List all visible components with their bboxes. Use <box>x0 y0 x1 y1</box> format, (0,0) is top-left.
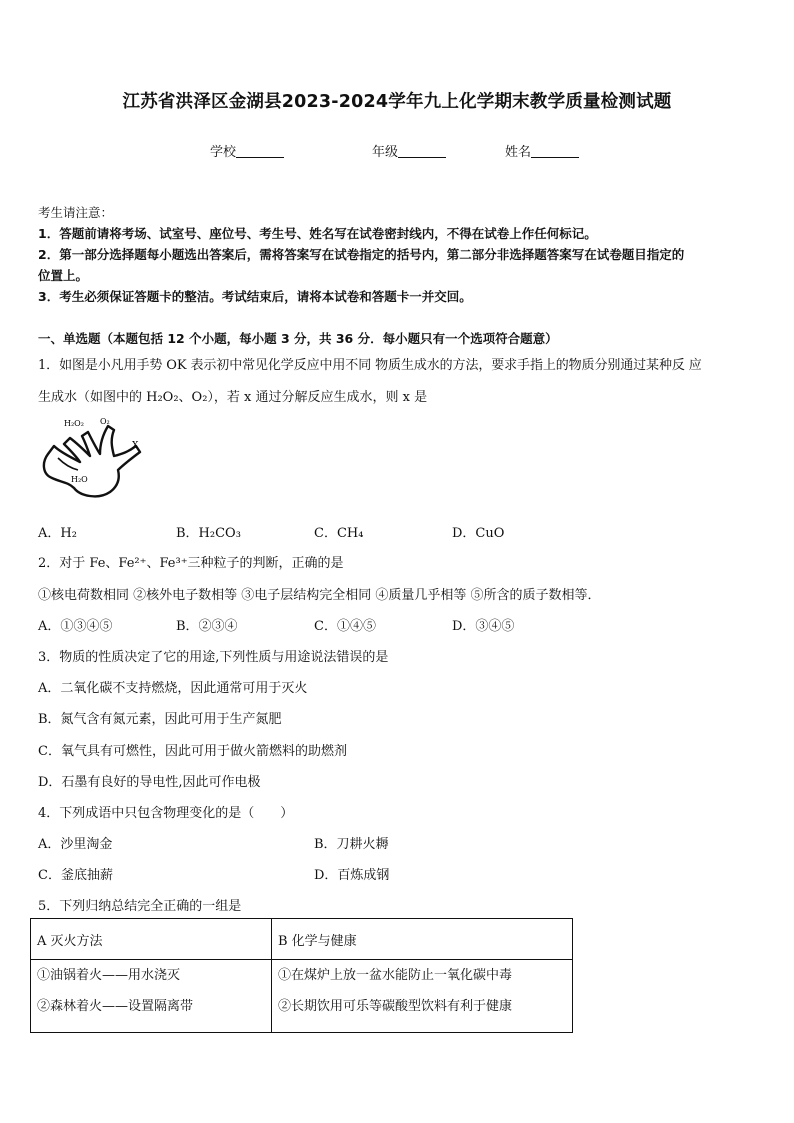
q5-b-item-2: ②长期饮用可乐等碳酸型饮料有利于健康 <box>278 999 513 1014</box>
q3-option-a: A．二氧化碳不支持燃烧，因此通常可用于灭火 <box>38 681 308 696</box>
name-field <box>505 141 579 160</box>
q1-option-d: D．CuO <box>452 526 505 541</box>
q2-option-b: B．②③④ <box>176 619 238 634</box>
q3-option-d: D．石墨有良好的导电性,因此可作电极 <box>38 775 261 790</box>
q1-option-c: C．CH₄ <box>314 526 364 541</box>
ok-hand-gesture-figure <box>38 412 148 504</box>
q3-option-c: C．氧气具有可燃性，因此可用于做火箭燃料的助燃剂 <box>38 744 347 759</box>
q5-b-item-1: ①在煤炉上放一盆水能防止一氧化碳中毒 <box>278 968 513 983</box>
school-field <box>210 141 284 160</box>
q4-option-d: D．百炼成钢 <box>314 868 390 883</box>
school-blank <box>236 144 284 158</box>
q1-stem-line2: 生成水（如图中的 H₂O₂、O₂），若 x 通过分解反应生成水，则 x 是 <box>38 390 428 405</box>
q4-option-b: B．刀耕火耨 <box>314 837 389 852</box>
q3-option-b: B．氮气含有氮元素，因此可用于生产氮肥 <box>38 712 282 727</box>
grade-label: 年级 <box>372 145 399 160</box>
palm-label-h2o: H₂O <box>71 475 88 484</box>
finger-label-o2: O₂ <box>100 417 110 426</box>
notice-heading: 考生请注意： <box>38 205 114 220</box>
notice-item-1: 1．答题前请将考场、试室号、座位号、考生号、姓名写在试卷密封线内，不得在试卷上作任何标记。 <box>38 226 597 241</box>
grade-field <box>372 141 446 160</box>
q5-a-item-2: ②森林着火——设置隔离带 <box>37 999 194 1014</box>
q5-cell-b <box>272 960 573 1033</box>
q3-stem: 3．物质的性质决定了它的用途,下列性质与用途说法错误的是 <box>38 650 389 665</box>
q1-stem-line1: 1．如图是小凡用手势 OK 表示初中常见化学反应中用不同 物质生成水的方法，要求手指上的物质分别通过某种反 应 <box>38 358 702 373</box>
q5-stem: 5．下列归纳总结完全正确的一组是 <box>38 899 242 914</box>
notice-item-3: 3．考生必须保证答题卡的整洁。考试结束后，请将本试卷和答题卡一并交回。 <box>38 289 472 304</box>
q4-option-c: C．釜底抽薪 <box>38 868 113 883</box>
q2-statements: ①核电荷数相同 ②核外电子数相等 ③电子层结构完全相同 ④质量几乎相等 ⑤所含的质子数相等． <box>38 588 601 603</box>
q5-header-a: A 灭火方法 <box>31 919 272 960</box>
school-label: 学校 <box>210 145 237 160</box>
notice-item-2-cont: 位置上。 <box>38 268 89 283</box>
q5-header-b: B 化学与健康 <box>272 919 573 960</box>
table-row <box>31 919 573 960</box>
q5-cell-a <box>31 960 272 1033</box>
section-heading-single-choice: 一、单选题（本题包括 12 个小题，每小题 3 分，共 36 分．每小题只有一个选项符合题意） <box>38 331 558 346</box>
notice-item-2: 2．第一部分选择题每小题选出答案后，需将答案写在试卷指定的括号内，第二部分非选择题答案写在试卷题目指定的 <box>38 247 685 262</box>
q2-option-a: A．①③④⑤ <box>38 619 113 634</box>
q5-a-item-1: ①油锅着火——用水浇灭 <box>37 968 181 983</box>
finger-label-x: X <box>132 441 139 451</box>
name-label: 姓名 <box>505 145 532 160</box>
name-blank <box>531 144 579 158</box>
q2-stem: 2．对于 Fe、Fe²⁺、Fe³⁺三种粒子的判断，正确的是 <box>38 556 344 571</box>
q5-table <box>30 918 573 1033</box>
q2-option-d: D．③④⑤ <box>452 619 515 634</box>
hand-outline <box>44 426 140 496</box>
q1-option-b: B．H₂CO₃ <box>176 526 241 541</box>
q1-option-a: A．H₂ <box>38 526 77 541</box>
q2-option-c: C．①④⑤ <box>314 619 376 634</box>
finger-label-h2o2: H₂O₂ <box>64 419 84 428</box>
q4-option-a: A．沙里淘金 <box>38 837 113 852</box>
table-row <box>31 960 573 1033</box>
page-title: 江苏省洪泽区金湖县2023-2024学年九上化学期末教学质量检测试题 <box>122 92 672 112</box>
grade-blank <box>398 144 446 158</box>
q4-stem: 4．下列成语中只包含物理变化的是（ ） <box>38 806 294 821</box>
